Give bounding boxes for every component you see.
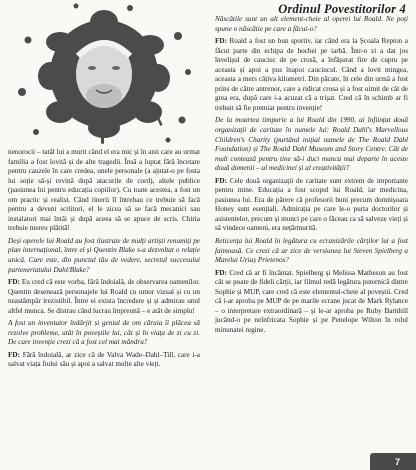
answer-paragraph: FD: Eu cred că este vorba, fără îndoială, de observarea oamenilor. Quentin desenează personajele lui Roald cu umor vizual și cu un neastâmpăr irezistibil. Între ei exista încredere și și admirau unul altfel munca. Se distrau când lucrau împreună – e atât de simplu! [8, 278, 200, 315]
answer-paragraph: FD: Fără îndoială, ar zice că de Valva Wade–Dahl–Till, care i-a salvat viața fiului său și apoi a salvat multe alte vieți. [8, 350, 200, 369]
question-paragraph: Născătile sunt un alt element-cheie al operei lui Roald. Ne poți spune o născătie pe care a făcut-o? [215, 15, 408, 33]
header-title: Ordinul Povestitorilor 4 [278, 2, 406, 16]
answer-paragraph: FD: Roald a fost un bun sportiv, iar când era la Școala Repton a făcut parte din echipa de hochei pe iarbă. Într-o zi a dat jos învelișul de cauciuc de pe crosă, a înfășurat fire de cupru pe aceasta și apoi a pus înapoi cauciucul. Când a lovit mingea, aceasta a mers câțiva kilometri. Din păcate, în cele din urmă a fost prins de către antrenor, care a ridicat crosa și a fost uimit de cât de grea era, după care i-a acuzat că a trișat. Cred că în schimb ar fi trebuit să fie premiat pentru invenție! [215, 37, 408, 112]
question-paragraph: De la moartea timpurie a lui Roald din 1990, ai înființat două organizații de caritate în numele lui: Roald Dahl's Marvellous Children's Charity (purtând inițial numele de The Roald Dahl Foundation) și The Roald Dahl Museum and Story Centre. Cât de mult contează pentru tine să-i duci munca mai departe în aceste două domenii – al medicinei și al creativității? [215, 116, 408, 173]
left-column [8, 148, 200, 373]
speaker-initials: FD: [8, 350, 20, 359]
answer-paragraph: FD: Cred că ar fi încântat. Spielberg și Melissa Matheson au fost cât se poate de fideli cărții, iar filmul redă legătura puternică dintre Sophie și MUP, care cred că este elementul-cheie al poveștii. Cred că i-ar aproba pe MUP de pe marile ecrane jucat de Mark Rylance – o interpretare extraordinară – și le-ar aproba pe Ruby Barnhill jucând-o pe neînfricata Sophie și pe Penelope Wilton în rolul minunatei regine. [215, 268, 408, 334]
portrait [76, 40, 132, 108]
speaker-initials: FD: [215, 37, 227, 46]
speaker-initials: FD: [215, 268, 227, 277]
author-photo [0, 0, 208, 148]
question-paragraph: A fost un inventator îndârjit și genial de om căruia îi plăcea să rezolve probleme, atât în poveștile lui, cât și în viața de zi cu zi. De care invenție crezi că a fost cel mai mândru? [8, 319, 200, 347]
page-number-tab [370, 453, 416, 470]
question-paragraph: Deși operele lui Roald au fost ilustrate de mulți artiști renumiți pe plan internațional, între el și Quentin Blake s-a dezvoltat o relație unică. Care este, din punctul tău de vedere, secretul succesului parteneriatului Dahl/Blake? [8, 236, 200, 274]
speaker-initials: FD: [215, 176, 227, 185]
question-paragraph: Reticența lui Roald în legătura cu ecranizările cărților lui a fost faimoasă. Ce crezi că ar zice de versiunea lui Steven Spielberg a Marelui Uriaș Prietenos? [215, 237, 408, 265]
answer-paragraph: nenorocii – tatăl lui a murit când el era mic și în anii care au urmat familia a fost lovită și de alte tragedii. Însă a luptat fără încetare pentru cauzele în care credea, unele personale (a ajutat-o pe fosta lui soție să-și revină după atacurile de cord), altele publice (pasiunea lui pentru educația copiilor). Cu toate acestea, a fost un om practic și realist. Când tinerii îl întrebau ce trebuie să facă pentru a deveni scriitori, el le zicea să se facă mecanici sau instalatori mai întâi și după aceea să se apuce de scris. Chiria trebuie mereu plătită! [8, 148, 200, 233]
speaker-initials: FD: [8, 278, 20, 287]
answer-paragraph: FD: Cele două organizații de caritate sunt extrem de importante pentru mine. Educația a fost scopul lui Roald, iar medicina, pasiunea lui. Era de părere că profesorii buni precum domnișoara Honey sunt esențiali. Admirația pe care le-o purta doctorilor și asistentelor, precum și munci pe care o făceau ca să salveze vieți și să vindece oameni, era nețărmurită. [215, 176, 408, 233]
right-column [215, 15, 408, 339]
page-number: 7 [394, 457, 400, 467]
